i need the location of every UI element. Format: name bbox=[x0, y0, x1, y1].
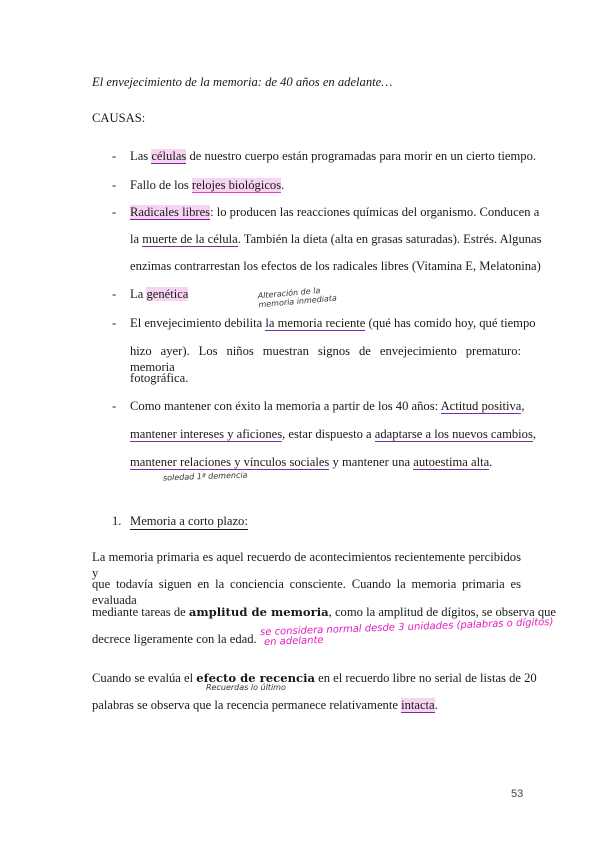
text-fragment: en el recuerdo libre no serial de listas de 20 bbox=[315, 671, 537, 685]
text-fragment: y mantener una bbox=[329, 455, 414, 469]
bullet-memoria-line1 bbox=[130, 315, 536, 331]
handwritten-annotation-soledad: soledad 1ª demencia bbox=[162, 470, 248, 483]
highlight-relojes: relojes biológicos bbox=[191, 178, 282, 192]
bullet-marker: - bbox=[112, 178, 117, 192]
paragraph-1-line3 bbox=[92, 604, 556, 620]
text-fragment: (qué has comido hoy, qué tiempo bbox=[365, 316, 536, 330]
text-fragment: , bbox=[532, 427, 537, 441]
handwritten-annotation-alteracion: Alteración de la memoria inmediata bbox=[257, 285, 338, 310]
bullet-radicales-line3: enzimas contrarrestan los efectos de los radicales libres (Vitamina E, Melatonina) bbox=[130, 259, 541, 273]
bullet-radicales-line1 bbox=[130, 204, 539, 220]
underline-actitud: Actitud positiva bbox=[440, 399, 522, 413]
bullet-memoria-line3: fotográfica. bbox=[130, 371, 189, 385]
bullet-relojes bbox=[130, 177, 284, 193]
underline-relaciones: mantener relaciones y vínculos sociales bbox=[130, 455, 330, 469]
section-title: Memoria a corto plazo: bbox=[130, 514, 248, 528]
paragraph-2-line1 bbox=[92, 670, 537, 686]
bullet-mantener-line1 bbox=[130, 398, 525, 414]
text-fragment: Como mantener con éxito la memoria a partir de los 40 años: bbox=[130, 399, 441, 413]
text-fragment: la bbox=[130, 232, 143, 246]
text-fragment: : lo producen las reacciones químicas del organismo. Conducen a bbox=[210, 205, 540, 219]
paragraph-2-line2 bbox=[92, 697, 438, 713]
underline-memoria-reciente: la memoria reciente bbox=[265, 316, 366, 330]
bold-recencia: efecto de recencia bbox=[196, 671, 315, 685]
page-number: 53 bbox=[511, 788, 524, 800]
text-fragment: , bbox=[521, 399, 525, 413]
underline-intereses: mantener intereses y aficiones bbox=[130, 427, 283, 441]
highlight-intacta: intacta bbox=[401, 698, 435, 712]
highlight-genetica: genética bbox=[146, 287, 189, 301]
bullet-marker: - bbox=[112, 287, 117, 301]
causas-heading: CAUSAS: bbox=[92, 111, 146, 125]
bullet-memoria-line2 bbox=[130, 343, 521, 375]
bullet-marker: - bbox=[112, 399, 117, 413]
text-fragment: La bbox=[130, 287, 147, 301]
bullet-celulas bbox=[130, 148, 536, 164]
text-fragment: . También la dieta (alta en grasas saturadas). Estrés. Algunas bbox=[237, 232, 542, 246]
text-fragment: palabras se observa que la recencia permanece relativamente bbox=[92, 698, 402, 712]
text-fragment: . bbox=[434, 698, 438, 712]
text-fragment: La memoria primaria es aquel recuerdo de acontecimientos recientemente percibidos y bbox=[92, 550, 521, 580]
text-fragment: Las bbox=[130, 149, 152, 163]
document-title: El envejecimiento de la memoria: de 40 años en adelante… bbox=[92, 75, 393, 89]
bullet-radicales-line2 bbox=[130, 231, 542, 247]
handwritten-annotation-considera: se considera normal desde 3 unidades (palabras o dígitos) bbox=[259, 616, 554, 639]
bold-amplitud: amplitud de memoria bbox=[188, 605, 329, 619]
text-fragment: de nuestro cuerpo están programadas para morir en un cierto tiempo. bbox=[186, 149, 537, 163]
text-fragment: El envejecimiento debilita bbox=[130, 316, 266, 330]
bullet-mantener-line3 bbox=[130, 454, 492, 470]
text-fragment: mediante tareas de bbox=[92, 605, 189, 619]
text-fragment: Cuando se evalúa el bbox=[92, 671, 197, 685]
underline-autoestima: autoestima alta bbox=[413, 455, 490, 469]
highlight-radicales: Radicales libres bbox=[130, 205, 211, 219]
text-fragment: , estar dispuesto a bbox=[282, 427, 375, 441]
underline-adaptarse: adaptarse a los nuevos cambios bbox=[374, 427, 533, 441]
text-fragment: . bbox=[281, 178, 285, 192]
text-fragment: . bbox=[489, 455, 493, 469]
handwritten-annotation-adelante: en adelante bbox=[263, 634, 324, 649]
bullet-marker: - bbox=[112, 205, 117, 219]
highlight-celulas: células bbox=[151, 149, 187, 163]
section-number: 1. bbox=[112, 514, 122, 528]
underline-muerte: muerte de la célula bbox=[142, 232, 238, 246]
bullet-mantener-line2 bbox=[130, 426, 536, 442]
text-fragment: , como la amplitud de dígitos, se observa que bbox=[328, 605, 557, 619]
text-fragment: Fallo de los bbox=[130, 178, 192, 192]
handwritten-annotation-recuerdas: Recuerdas lo último bbox=[206, 683, 286, 692]
paragraph-1-line4: decrece ligeramente con la edad. bbox=[92, 632, 257, 646]
text-fragment: que todavía siguen en la conciencia consciente. Cuando la memoria primaria es evaluada bbox=[92, 577, 521, 607]
bullet-genetica bbox=[130, 286, 188, 302]
bullet-marker: - bbox=[112, 149, 117, 163]
text-fragment: hizo ayer). Los niños muestran signos de envejecimiento prematuro: memoria bbox=[130, 344, 521, 374]
bullet-marker: - bbox=[112, 316, 117, 330]
